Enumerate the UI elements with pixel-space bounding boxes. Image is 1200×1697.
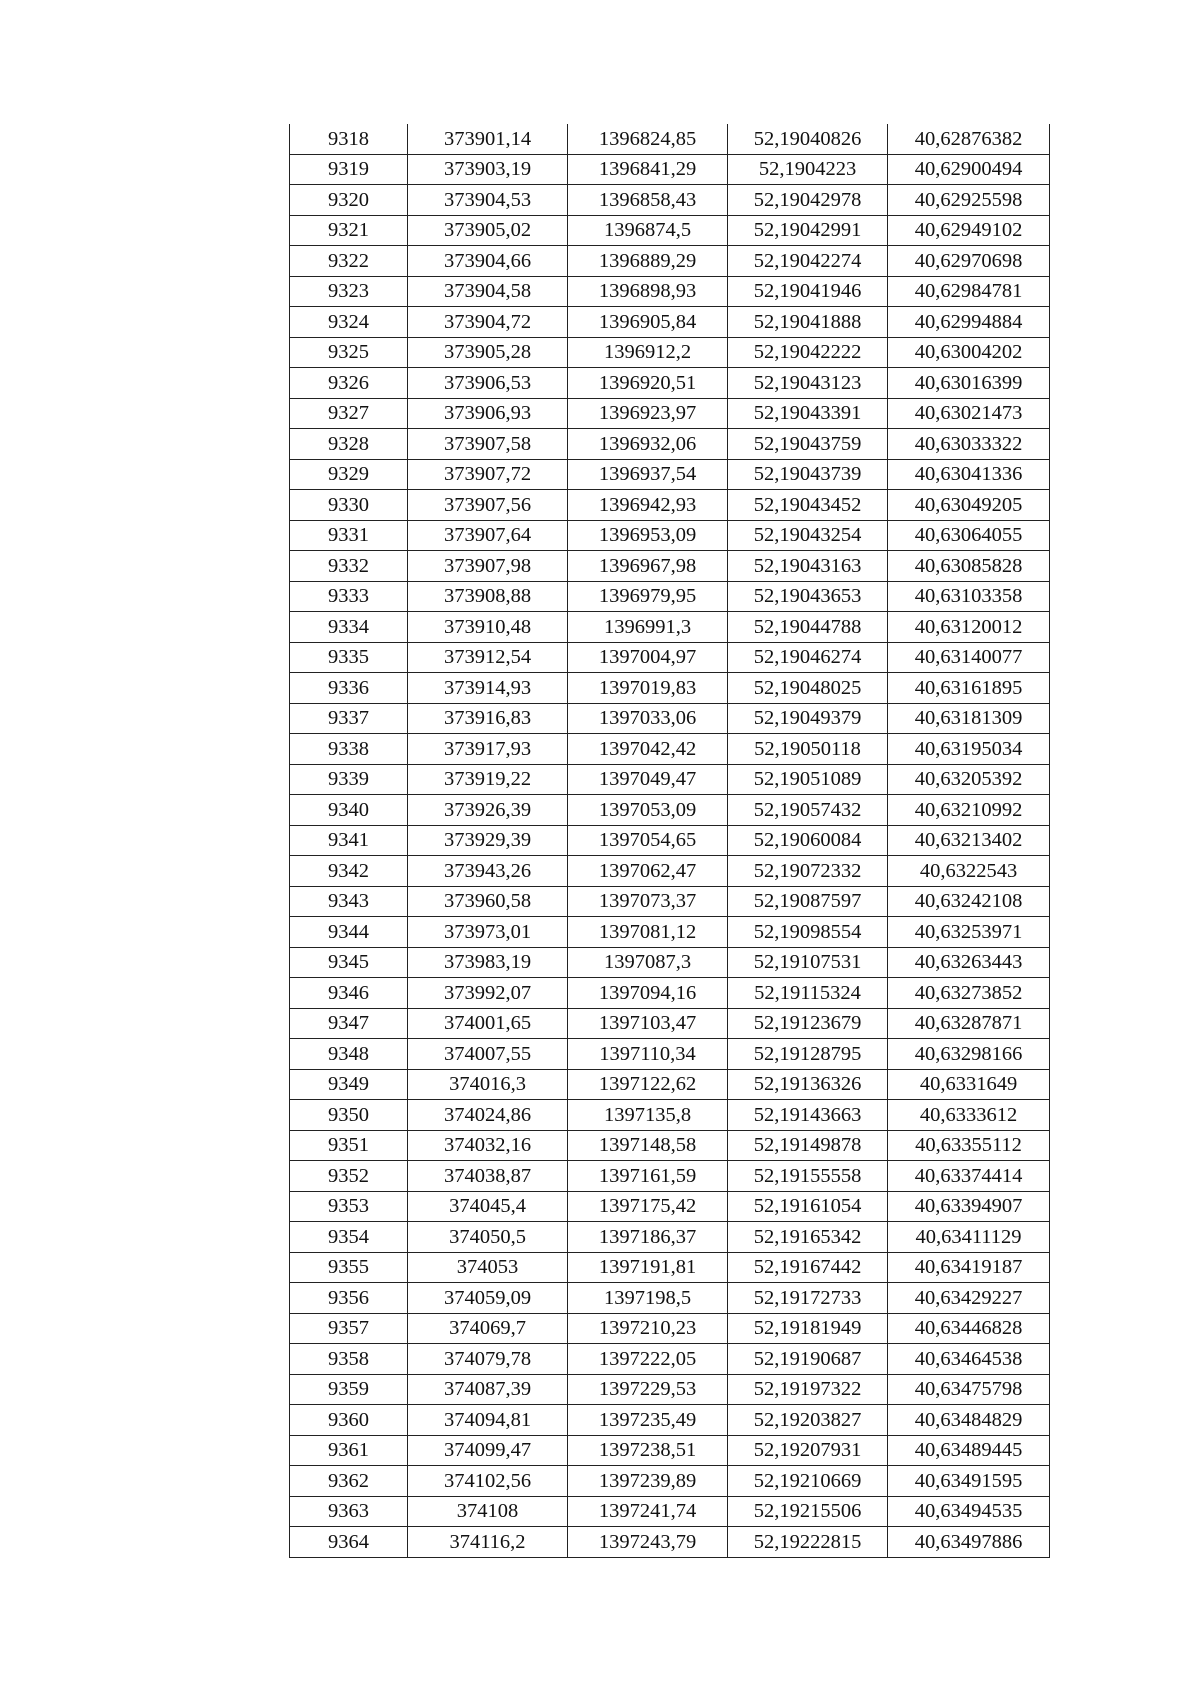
latitude-cell: 52,19107531 <box>728 947 888 978</box>
point-number-cell: 9359 <box>290 1374 408 1405</box>
y-coordinate-cell: 1396898,93 <box>568 276 728 307</box>
table-row <box>290 490 1050 521</box>
y-coordinate-cell: 1397087,3 <box>568 947 728 978</box>
longitude-cell: 40,63195034 <box>888 734 1050 765</box>
table-row <box>290 276 1050 307</box>
longitude-cell: 40,63475798 <box>888 1374 1050 1405</box>
longitude-cell: 40,63210992 <box>888 795 1050 826</box>
longitude-cell: 40,63103358 <box>888 581 1050 612</box>
longitude-cell: 40,63429227 <box>888 1283 1050 1314</box>
x-coordinate-cell: 374045,4 <box>408 1191 568 1222</box>
y-coordinate-cell: 1396967,98 <box>568 551 728 582</box>
table-row <box>290 886 1050 917</box>
x-coordinate-cell: 374050,5 <box>408 1222 568 1253</box>
table-row <box>290 1069 1050 1100</box>
point-number-cell: 9355 <box>290 1252 408 1283</box>
point-number-cell: 9353 <box>290 1191 408 1222</box>
x-coordinate-cell: 374094,81 <box>408 1405 568 1436</box>
point-number-cell: 9340 <box>290 795 408 826</box>
latitude-cell: 52,19149878 <box>728 1130 888 1161</box>
y-coordinate-cell: 1397210,23 <box>568 1313 728 1344</box>
latitude-cell: 52,19087597 <box>728 886 888 917</box>
latitude-cell: 52,19203827 <box>728 1405 888 1436</box>
y-coordinate-cell: 1397094,16 <box>568 978 728 1009</box>
x-coordinate-cell: 373904,53 <box>408 185 568 216</box>
point-number-cell: 9326 <box>290 368 408 399</box>
y-coordinate-cell: 1397243,79 <box>568 1527 728 1558</box>
point-number-cell: 9357 <box>290 1313 408 1344</box>
longitude-cell: 40,63004202 <box>888 337 1050 368</box>
longitude-cell: 40,6331649 <box>888 1069 1050 1100</box>
point-number-cell: 9339 <box>290 764 408 795</box>
table-row <box>290 307 1050 338</box>
longitude-cell: 40,63161895 <box>888 673 1050 704</box>
table-row <box>290 1130 1050 1161</box>
point-number-cell: 9361 <box>290 1435 408 1466</box>
point-number-cell: 9362 <box>290 1466 408 1497</box>
x-coordinate-cell: 373908,88 <box>408 581 568 612</box>
latitude-cell: 52,19123679 <box>728 1008 888 1039</box>
point-number-cell: 9358 <box>290 1344 408 1375</box>
longitude-cell: 40,63273852 <box>888 978 1050 1009</box>
y-coordinate-cell: 1396942,93 <box>568 490 728 521</box>
y-coordinate-cell: 1397042,42 <box>568 734 728 765</box>
y-coordinate-cell: 1396932,06 <box>568 429 728 460</box>
y-coordinate-cell: 1397186,37 <box>568 1222 728 1253</box>
x-coordinate-cell: 374007,55 <box>408 1039 568 1070</box>
longitude-cell: 40,63253971 <box>888 917 1050 948</box>
y-coordinate-cell: 1396979,95 <box>568 581 728 612</box>
latitude-cell: 52,19043739 <box>728 459 888 490</box>
latitude-cell: 52,19181949 <box>728 1313 888 1344</box>
longitude-cell: 40,63016399 <box>888 368 1050 399</box>
longitude-cell: 40,63497886 <box>888 1527 1050 1558</box>
longitude-cell: 40,63491595 <box>888 1466 1050 1497</box>
x-coordinate-cell: 374032,16 <box>408 1130 568 1161</box>
point-number-cell: 9356 <box>290 1283 408 1314</box>
longitude-cell: 40,63064055 <box>888 520 1050 551</box>
y-coordinate-cell: 1397175,42 <box>568 1191 728 1222</box>
y-coordinate-cell: 1397054,65 <box>568 825 728 856</box>
y-coordinate-cell: 1397122,62 <box>568 1069 728 1100</box>
y-coordinate-cell: 1396953,09 <box>568 520 728 551</box>
longitude-cell: 40,62970698 <box>888 246 1050 277</box>
table-row <box>290 1222 1050 1253</box>
longitude-cell: 40,62876382 <box>888 124 1050 154</box>
latitude-cell: 52,19155558 <box>728 1161 888 1192</box>
latitude-cell: 52,19197322 <box>728 1374 888 1405</box>
table-row <box>290 734 1050 765</box>
x-coordinate-cell: 374099,47 <box>408 1435 568 1466</box>
point-number-cell: 9319 <box>290 154 408 185</box>
latitude-cell: 52,19051089 <box>728 764 888 795</box>
y-coordinate-cell: 1397148,58 <box>568 1130 728 1161</box>
y-coordinate-cell: 1396920,51 <box>568 368 728 399</box>
longitude-cell: 40,63298166 <box>888 1039 1050 1070</box>
longitude-cell: 40,63181309 <box>888 703 1050 734</box>
latitude-cell: 52,19128795 <box>728 1039 888 1070</box>
y-coordinate-cell: 1396912,2 <box>568 337 728 368</box>
latitude-cell: 52,19136326 <box>728 1069 888 1100</box>
y-coordinate-cell: 1397110,34 <box>568 1039 728 1070</box>
longitude-cell: 40,63049205 <box>888 490 1050 521</box>
point-number-cell: 9321 <box>290 215 408 246</box>
latitude-cell: 52,19043163 <box>728 551 888 582</box>
latitude-cell: 52,1904223 <box>728 154 888 185</box>
x-coordinate-cell: 373901,14 <box>408 124 568 154</box>
longitude-cell: 40,63484829 <box>888 1405 1050 1436</box>
table-row <box>290 581 1050 612</box>
table-row <box>290 642 1050 673</box>
longitude-cell: 40,63494535 <box>888 1496 1050 1527</box>
point-number-cell: 9349 <box>290 1069 408 1100</box>
table-row <box>290 185 1050 216</box>
y-coordinate-cell: 1396858,43 <box>568 185 728 216</box>
longitude-cell: 40,62984781 <box>888 276 1050 307</box>
point-number-cell: 9323 <box>290 276 408 307</box>
x-coordinate-cell: 373906,53 <box>408 368 568 399</box>
table-row <box>290 1008 1050 1039</box>
table-row <box>290 459 1050 490</box>
table-row <box>290 337 1050 368</box>
y-coordinate-cell: 1397198,5 <box>568 1283 728 1314</box>
point-number-cell: 9341 <box>290 825 408 856</box>
longitude-cell: 40,63085828 <box>888 551 1050 582</box>
longitude-cell: 40,63419187 <box>888 1252 1050 1283</box>
point-number-cell: 9348 <box>290 1039 408 1070</box>
latitude-cell: 52,19042274 <box>728 246 888 277</box>
point-number-cell: 9350 <box>290 1100 408 1131</box>
table-row <box>290 1435 1050 1466</box>
latitude-cell: 52,19165342 <box>728 1222 888 1253</box>
latitude-cell: 52,19043254 <box>728 520 888 551</box>
x-coordinate-cell: 373917,93 <box>408 734 568 765</box>
y-coordinate-cell: 1396874,5 <box>568 215 728 246</box>
longitude-cell: 40,62925598 <box>888 185 1050 216</box>
coordinates-table <box>289 124 1050 1558</box>
table-row <box>290 856 1050 887</box>
y-coordinate-cell: 1397081,12 <box>568 917 728 948</box>
x-coordinate-cell: 373904,72 <box>408 307 568 338</box>
latitude-cell: 52,19172733 <box>728 1283 888 1314</box>
table-row <box>290 1313 1050 1344</box>
longitude-cell: 40,62994884 <box>888 307 1050 338</box>
point-number-cell: 9325 <box>290 337 408 368</box>
table-row <box>290 124 1050 154</box>
longitude-cell: 40,6322543 <box>888 856 1050 887</box>
x-coordinate-cell: 373907,58 <box>408 429 568 460</box>
longitude-cell: 40,63489445 <box>888 1435 1050 1466</box>
point-number-cell: 9346 <box>290 978 408 1009</box>
latitude-cell: 52,19042978 <box>728 185 888 216</box>
point-number-cell: 9342 <box>290 856 408 887</box>
x-coordinate-cell: 373904,66 <box>408 246 568 277</box>
x-coordinate-cell: 373905,28 <box>408 337 568 368</box>
table-row <box>290 215 1050 246</box>
x-coordinate-cell: 373907,72 <box>408 459 568 490</box>
longitude-cell: 40,63355112 <box>888 1130 1050 1161</box>
longitude-cell: 40,63041336 <box>888 459 1050 490</box>
table-row <box>290 246 1050 277</box>
x-coordinate-cell: 373916,83 <box>408 703 568 734</box>
point-number-cell: 9318 <box>290 124 408 154</box>
latitude-cell: 52,19043653 <box>728 581 888 612</box>
y-coordinate-cell: 1397238,51 <box>568 1435 728 1466</box>
latitude-cell: 52,19043391 <box>728 398 888 429</box>
point-number-cell: 9352 <box>290 1161 408 1192</box>
y-coordinate-cell: 1396923,97 <box>568 398 728 429</box>
latitude-cell: 52,19046274 <box>728 642 888 673</box>
y-coordinate-cell: 1397103,47 <box>568 1008 728 1039</box>
table-row <box>290 551 1050 582</box>
x-coordinate-cell: 374087,39 <box>408 1374 568 1405</box>
table-row <box>290 978 1050 1009</box>
point-number-cell: 9332 <box>290 551 408 582</box>
longitude-cell: 40,63446828 <box>888 1313 1050 1344</box>
longitude-cell: 40,63263443 <box>888 947 1050 978</box>
latitude-cell: 52,19043759 <box>728 429 888 460</box>
point-number-cell: 9364 <box>290 1527 408 1558</box>
longitude-cell: 40,63411129 <box>888 1222 1050 1253</box>
point-number-cell: 9345 <box>290 947 408 978</box>
point-number-cell: 9322 <box>290 246 408 277</box>
y-coordinate-cell: 1397235,49 <box>568 1405 728 1436</box>
x-coordinate-cell: 373919,22 <box>408 764 568 795</box>
table-row <box>290 1161 1050 1192</box>
longitude-cell: 40,63213402 <box>888 825 1050 856</box>
point-number-cell: 9331 <box>290 520 408 551</box>
x-coordinate-cell: 374102,56 <box>408 1466 568 1497</box>
x-coordinate-cell: 373983,19 <box>408 947 568 978</box>
x-coordinate-cell: 373906,93 <box>408 398 568 429</box>
x-coordinate-cell: 373973,01 <box>408 917 568 948</box>
x-coordinate-cell: 374016,3 <box>408 1069 568 1100</box>
x-coordinate-cell: 373960,58 <box>408 886 568 917</box>
y-coordinate-cell: 1396937,54 <box>568 459 728 490</box>
y-coordinate-cell: 1396889,29 <box>568 246 728 277</box>
table-row <box>290 398 1050 429</box>
point-number-cell: 9327 <box>290 398 408 429</box>
x-coordinate-cell: 374059,09 <box>408 1283 568 1314</box>
y-coordinate-cell: 1397222,05 <box>568 1344 728 1375</box>
table-row <box>290 1527 1050 1558</box>
latitude-cell: 52,19044788 <box>728 612 888 643</box>
table-row <box>290 612 1050 643</box>
x-coordinate-cell: 373910,48 <box>408 612 568 643</box>
x-coordinate-cell: 373907,64 <box>408 520 568 551</box>
x-coordinate-cell: 373907,98 <box>408 551 568 582</box>
latitude-cell: 52,19043452 <box>728 490 888 521</box>
y-coordinate-cell: 1397191,81 <box>568 1252 728 1283</box>
point-number-cell: 9328 <box>290 429 408 460</box>
point-number-cell: 9336 <box>290 673 408 704</box>
y-coordinate-cell: 1397049,47 <box>568 764 728 795</box>
latitude-cell: 52,19210669 <box>728 1466 888 1497</box>
table-row <box>290 1496 1050 1527</box>
y-coordinate-cell: 1397062,47 <box>568 856 728 887</box>
x-coordinate-cell: 373907,56 <box>408 490 568 521</box>
latitude-cell: 52,19072332 <box>728 856 888 887</box>
latitude-cell: 52,19207931 <box>728 1435 888 1466</box>
x-coordinate-cell: 374024,86 <box>408 1100 568 1131</box>
longitude-cell: 40,63287871 <box>888 1008 1050 1039</box>
table-row <box>290 703 1050 734</box>
point-number-cell: 9360 <box>290 1405 408 1436</box>
longitude-cell: 40,63464538 <box>888 1344 1050 1375</box>
x-coordinate-cell: 373992,07 <box>408 978 568 1009</box>
y-coordinate-cell: 1397053,09 <box>568 795 728 826</box>
y-coordinate-cell: 1397239,89 <box>568 1466 728 1497</box>
table-row <box>290 673 1050 704</box>
point-number-cell: 9330 <box>290 490 408 521</box>
point-number-cell: 9354 <box>290 1222 408 1253</box>
latitude-cell: 52,19143663 <box>728 1100 888 1131</box>
point-number-cell: 9363 <box>290 1496 408 1527</box>
y-coordinate-cell: 1397135,8 <box>568 1100 728 1131</box>
table-row <box>290 154 1050 185</box>
table-row <box>290 764 1050 795</box>
table-row <box>290 1466 1050 1497</box>
table-row <box>290 1374 1050 1405</box>
longitude-cell: 40,63374414 <box>888 1161 1050 1192</box>
y-coordinate-cell: 1397161,59 <box>568 1161 728 1192</box>
latitude-cell: 52,19050118 <box>728 734 888 765</box>
x-coordinate-cell: 374001,65 <box>408 1008 568 1039</box>
latitude-cell: 52,19048025 <box>728 673 888 704</box>
longitude-cell: 40,63021473 <box>888 398 1050 429</box>
latitude-cell: 52,19115324 <box>728 978 888 1009</box>
table-row <box>290 1191 1050 1222</box>
longitude-cell: 40,63205392 <box>888 764 1050 795</box>
table-row <box>290 795 1050 826</box>
latitude-cell: 52,19040826 <box>728 124 888 154</box>
latitude-cell: 52,19057432 <box>728 795 888 826</box>
latitude-cell: 52,19161054 <box>728 1191 888 1222</box>
x-coordinate-cell: 374069,7 <box>408 1313 568 1344</box>
y-coordinate-cell: 1397019,83 <box>568 673 728 704</box>
table-row <box>290 1252 1050 1283</box>
point-number-cell: 9329 <box>290 459 408 490</box>
point-number-cell: 9337 <box>290 703 408 734</box>
table-row <box>290 947 1050 978</box>
longitude-cell: 40,63242108 <box>888 886 1050 917</box>
y-coordinate-cell: 1396905,84 <box>568 307 728 338</box>
x-coordinate-cell: 374116,2 <box>408 1527 568 1558</box>
table-row <box>290 1283 1050 1314</box>
longitude-cell: 40,63033322 <box>888 429 1050 460</box>
table-row <box>290 368 1050 399</box>
y-coordinate-cell: 1397241,74 <box>568 1496 728 1527</box>
y-coordinate-cell: 1396824,85 <box>568 124 728 154</box>
x-coordinate-cell: 373943,26 <box>408 856 568 887</box>
table-row <box>290 1344 1050 1375</box>
x-coordinate-cell: 373904,58 <box>408 276 568 307</box>
longitude-cell: 40,62900494 <box>888 154 1050 185</box>
table-row <box>290 825 1050 856</box>
x-coordinate-cell: 373926,39 <box>408 795 568 826</box>
latitude-cell: 52,19167442 <box>728 1252 888 1283</box>
y-coordinate-cell: 1397073,37 <box>568 886 728 917</box>
longitude-cell: 40,6333612 <box>888 1100 1050 1131</box>
point-number-cell: 9333 <box>290 581 408 612</box>
point-number-cell: 9335 <box>290 642 408 673</box>
latitude-cell: 52,19042222 <box>728 337 888 368</box>
latitude-cell: 52,19215506 <box>728 1496 888 1527</box>
latitude-cell: 52,19043123 <box>728 368 888 399</box>
point-number-cell: 9320 <box>290 185 408 216</box>
x-coordinate-cell: 374053 <box>408 1252 568 1283</box>
point-number-cell: 9344 <box>290 917 408 948</box>
point-number-cell: 9334 <box>290 612 408 643</box>
table-row <box>290 917 1050 948</box>
x-coordinate-cell: 373905,02 <box>408 215 568 246</box>
y-coordinate-cell: 1396841,29 <box>568 154 728 185</box>
table-row <box>290 1405 1050 1436</box>
latitude-cell: 52,19060084 <box>728 825 888 856</box>
y-coordinate-cell: 1397229,53 <box>568 1374 728 1405</box>
latitude-cell: 52,19041946 <box>728 276 888 307</box>
latitude-cell: 52,19041888 <box>728 307 888 338</box>
point-number-cell: 9347 <box>290 1008 408 1039</box>
table-row <box>290 1039 1050 1070</box>
y-coordinate-cell: 1397033,06 <box>568 703 728 734</box>
x-coordinate-cell: 373903,19 <box>408 154 568 185</box>
latitude-cell: 52,19098554 <box>728 917 888 948</box>
x-coordinate-cell: 373912,54 <box>408 642 568 673</box>
table-row <box>290 520 1050 551</box>
latitude-cell: 52,19222815 <box>728 1527 888 1558</box>
table-row <box>290 1100 1050 1131</box>
table-row <box>290 429 1050 460</box>
y-coordinate-cell: 1397004,97 <box>568 642 728 673</box>
latitude-cell: 52,19049379 <box>728 703 888 734</box>
longitude-cell: 40,63120012 <box>888 612 1050 643</box>
point-number-cell: 9324 <box>290 307 408 338</box>
x-coordinate-cell: 374108 <box>408 1496 568 1527</box>
x-coordinate-cell: 374038,87 <box>408 1161 568 1192</box>
latitude-cell: 52,19042991 <box>728 215 888 246</box>
coordinates-table-body <box>290 124 1050 1557</box>
x-coordinate-cell: 373914,93 <box>408 673 568 704</box>
point-number-cell: 9343 <box>290 886 408 917</box>
latitude-cell: 52,19190687 <box>728 1344 888 1375</box>
longitude-cell: 40,62949102 <box>888 215 1050 246</box>
longitude-cell: 40,63394907 <box>888 1191 1050 1222</box>
x-coordinate-cell: 373929,39 <box>408 825 568 856</box>
point-number-cell: 9351 <box>290 1130 408 1161</box>
point-number-cell: 9338 <box>290 734 408 765</box>
y-coordinate-cell: 1396991,3 <box>568 612 728 643</box>
x-coordinate-cell: 374079,78 <box>408 1344 568 1375</box>
longitude-cell: 40,63140077 <box>888 642 1050 673</box>
